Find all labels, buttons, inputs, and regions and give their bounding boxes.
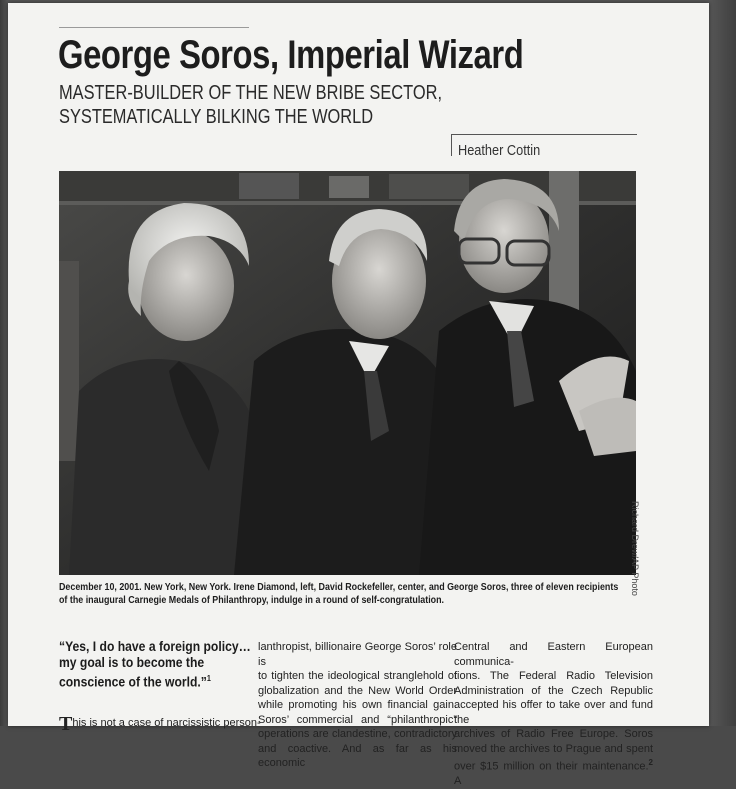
- footnote-marker: 2: [648, 758, 653, 767]
- subtitle-line-2: SYSTEMATICALLY BILKING THE WORLD: [59, 106, 374, 128]
- top-rule: [59, 27, 249, 28]
- body-column-3: [454, 640, 653, 789]
- photo-credit: Richard Drew/AP Photo: [630, 501, 640, 596]
- column-line: tions. The Federal Radio Television: [454, 670, 653, 682]
- drop-cap: T: [59, 713, 73, 735]
- article-subtitle: [59, 81, 442, 129]
- column-line: and coactive. And as far as his economic: [258, 742, 457, 769]
- body-column-2: [258, 640, 457, 771]
- article-photo: [59, 171, 636, 575]
- column-line: globalization and the New World Order: [258, 684, 457, 697]
- column-line-text: over $15 million on their maintenance.: [454, 760, 649, 773]
- column-line: accepted his offer to take over and fund the: [454, 699, 653, 726]
- author-rule-horizontal: [451, 134, 637, 135]
- photo-caption: December 10, 2001. New York, New York. Irene Diamond, left, David Rockefeller, center, and George Soros, three of eleven recipients of the inaugural Carnegie Medals of Philanthropy, indulge in a round of self-congratulation.: [59, 582, 619, 606]
- column-line: while promoting his own financial gain.: [258, 699, 457, 711]
- document-page[interactable]: [8, 3, 709, 788]
- column-line-last: [454, 756, 653, 789]
- column-line: Administration of the Czech Republic: [454, 684, 653, 697]
- lead-text: his is not a case of narcissistic person-: [72, 717, 261, 729]
- column-line: lanthropist, billionaire George Soros’ role is: [258, 641, 457, 668]
- column-line: to tighten the ideological stranglehold of: [258, 670, 457, 682]
- column-line: archives of Radio Free Europe. Soros: [454, 728, 653, 740]
- photo-illustration: [59, 171, 636, 575]
- subtitle-line-1: MASTER-BUILDER OF THE NEW BRIBE SECTOR,: [59, 82, 443, 104]
- column-line: Soros’ commercial and “philanthropic”: [258, 713, 457, 726]
- column-line: Central and Eastern European communica-: [454, 641, 653, 668]
- pull-quote: [59, 639, 253, 691]
- column-line: operations are clandestine, contradictory: [258, 728, 457, 740]
- pull-quote-footnote: 1: [206, 674, 211, 683]
- column-line-tail: A: [454, 775, 462, 788]
- column-line: moved the archives to Prague and spent: [454, 742, 653, 755]
- article-author: Heather Cottin: [458, 142, 541, 159]
- author-rule-vertical: [451, 134, 452, 156]
- lead-paragraph: [59, 713, 259, 736]
- pull-quote-text: “Yes, I do have a foreign policy…my goal is to become the conscience of the world.”: [59, 639, 251, 690]
- article-title: George Soros, Imperial Wizard: [58, 33, 524, 77]
